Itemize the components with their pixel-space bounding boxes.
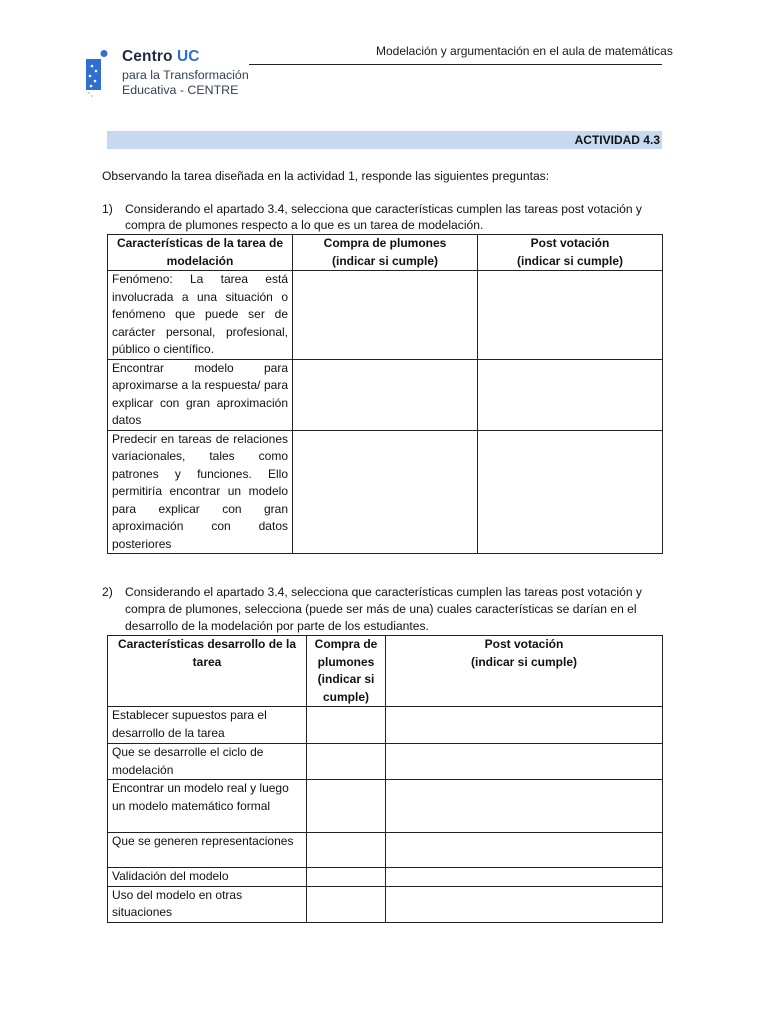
table-row	[108, 707, 663, 744]
q2-table	[107, 635, 663, 923]
table-row	[108, 430, 663, 554]
q2-row1-compra-cell[interactable]	[307, 707, 386, 744]
centro-uc-dots-logo-icon	[84, 50, 110, 98]
q2-header-characteristic: Características desarrollo de la tarea	[108, 636, 307, 707]
q1-row1-post-cell[interactable]	[478, 271, 663, 360]
q2-row3-post-cell[interactable]	[386, 780, 663, 833]
header-rule	[249, 64, 662, 65]
q1-row3-post-cell[interactable]	[478, 430, 663, 554]
q2-row3-characteristic: Encontrar un modelo real y luego un modelo matemático formal	[108, 780, 307, 833]
q2-row6-compra-cell[interactable]	[307, 886, 386, 922]
q2-line-1: Considerando el apartado 3.4, selecciona que características cumplen las tareas post votación y	[125, 585, 642, 599]
q1-row3-compra-cell[interactable]	[293, 430, 478, 554]
table-row	[108, 886, 663, 922]
q2-row4-characteristic: Que se generen representaciones	[108, 833, 307, 868]
table-row	[108, 359, 663, 430]
q1-header-post: Post votación (indicar si cumple)	[478, 235, 663, 271]
q2-line-3: desarrollo de la modelación por parte de los estudiantes.	[125, 619, 429, 633]
q2-row1-characteristic: Establecer supuestos para el desarrollo de la tarea	[108, 707, 307, 744]
activity-label: ACTIVIDAD 4.3	[574, 133, 660, 147]
q1-table	[107, 234, 663, 554]
q1-line-2: compra de plumones respecto a lo que es un tarea de modelación.	[125, 218, 484, 232]
q2-row6-post-cell[interactable]	[386, 886, 663, 922]
logo-title: Centro UC	[122, 48, 200, 65]
table-row	[108, 271, 663, 360]
q1-row1-compra-cell[interactable]	[293, 271, 478, 360]
q2-row2-characteristic: Que se desarrolle el ciclo de modelación	[108, 744, 307, 780]
logo-subtitle-line1: para la Transformación	[122, 68, 249, 82]
table-row	[108, 868, 663, 887]
q1-row2-post-cell[interactable]	[478, 359, 663, 430]
logo-subtitle-line2: Educativa - CENTRE	[122, 83, 239, 97]
table-row	[108, 833, 663, 868]
q1-row1-characteristic: Fenómeno: La tarea está involucrada a una situación o fenómeno que puede ser de carácter personal, profesional, público o científico.	[108, 271, 293, 360]
q2-row6-characteristic: Uso del modelo en otras situaciones	[108, 886, 307, 922]
q1-header-characteristic: Características de la tarea de modelación	[108, 235, 293, 271]
q2-row3-compra-cell[interactable]	[307, 780, 386, 833]
q2-row4-compra-cell[interactable]	[307, 833, 386, 868]
q2-header-post: Post votación (indicar si cumple)	[386, 636, 663, 707]
q2-row5-characteristic: Validación del modelo	[108, 868, 307, 887]
q2-row5-post-cell[interactable]	[386, 868, 663, 887]
document-header-title: Modelación y argumentación en el aula de matemáticas	[376, 44, 673, 58]
q2-row2-compra-cell[interactable]	[307, 744, 386, 780]
q2-header-compra: Compra de plumones (indicar si cumple)	[307, 636, 386, 707]
activity-bar	[107, 131, 662, 149]
table-row	[108, 744, 663, 780]
q1-row2-characteristic: Encontrar modelo para aproximarse a la respuesta/ para explicar con gran aproximación datos	[108, 359, 293, 430]
q2-row2-post-cell[interactable]	[386, 744, 663, 780]
q1-header-compra: Compra de plumones (indicar si cumple)	[293, 235, 478, 271]
q2-line-2: compra de plumones, selecciona (puede ser más de una) cuales características se darían en el	[125, 602, 637, 616]
table-row	[108, 780, 663, 833]
q2-number: 2)	[102, 585, 113, 599]
q1-row2-compra-cell[interactable]	[293, 359, 478, 430]
q1-line-1: Considerando el apartado 3.4, selecciona que características cumplen las tareas post votación y	[125, 202, 642, 216]
q2-row1-post-cell[interactable]	[386, 707, 663, 744]
q2-row5-compra-cell[interactable]	[307, 868, 386, 887]
q2-row4-post-cell[interactable]	[386, 833, 663, 868]
centre-logo	[84, 48, 264, 100]
intro-text: Observando la tarea diseñada en la actividad 1, responde las siguientes preguntas:	[102, 169, 550, 183]
q1-row3-characteristic: Predecir en tareas de relaciones variacionales, tales como patrones y funciones. Ello permitiría encontrar un modelo para explicar con gran aproximación con datos posteriores	[108, 430, 293, 554]
q1-number: 1)	[102, 202, 113, 216]
